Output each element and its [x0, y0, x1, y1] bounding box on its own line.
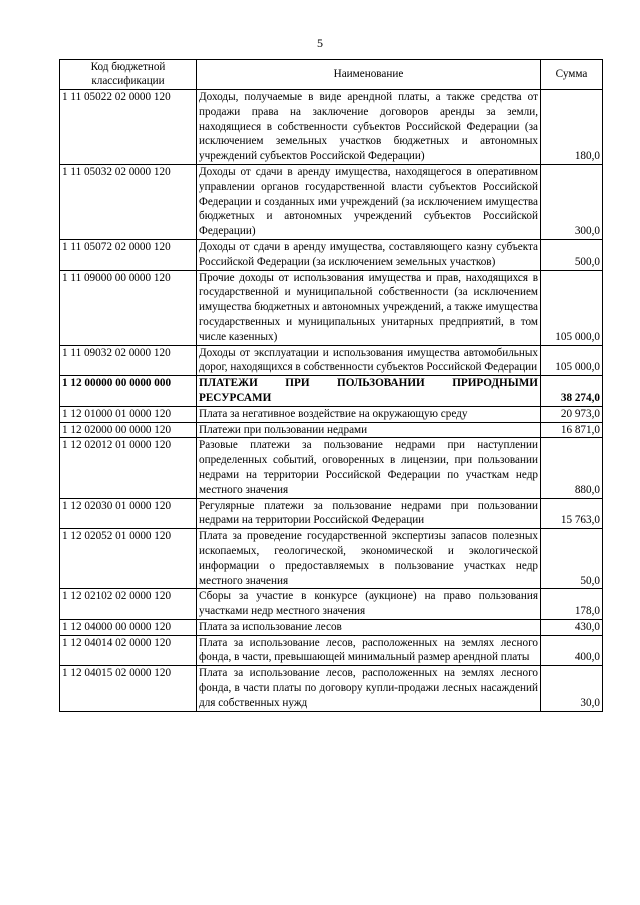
table-row [60, 164, 603, 239]
row-sum: 180,0 [541, 90, 603, 165]
table-row [60, 438, 603, 498]
row-sum: 15 763,0 [541, 498, 603, 529]
table-header-row [60, 60, 603, 90]
row-code: 1 11 05022 02 0000 120 [60, 90, 197, 165]
row-sum: 105 000,0 [541, 270, 603, 345]
header-code: Код бюджетной классификации [60, 60, 197, 90]
row-sum: 30,0 [541, 666, 603, 711]
row-name: Плата за использование лесов, расположенных на землях лесного фонда, в части платы по договору купли-продажи лесных насаждений для собственных нужд [197, 666, 541, 711]
row-name: Доходы, получаемые в виде арендной платы, а также средства от продажи права на заключение договоров аренды за земли, находящиеся в собственности субъектов Российской Федерации (за исключением земельных участков бюджетных и автономных учреждений субъектов Российской Федерации) [197, 90, 541, 165]
row-name: Доходы от эксплуатации и использования имущества автомобильных дорог, находящихся в собственности субъектов Российской Федерации [197, 345, 541, 376]
row-name: Плата за использование лесов, расположенных на землях лесного фонда, в части, превышающей минимальный размер арендной платы [197, 635, 541, 666]
table-body [60, 90, 603, 712]
row-sum: 105 000,0 [541, 345, 603, 376]
page-number: 5 [317, 36, 323, 50]
row-name: Доходы от сдачи в аренду имущества, находящегося в оперативном управлении органов государственной власти субъектов Российской Федерации и созданных ими учреждений (за исключением имущества бюджетных и автономных учреждений субъектов Российской Федерации) [197, 164, 541, 239]
table-row [60, 270, 603, 345]
row-sum: 178,0 [541, 589, 603, 620]
row-name: ПЛАТЕЖИ ПРИ ПОЛЬЗОВАНИИ ПРИРОДНЫМИ РЕСУРСАМИ [197, 376, 541, 407]
row-name: Регулярные платежи за пользование недрами при пользовании недрами на территории Российской Федерации [197, 498, 541, 529]
table-row [60, 406, 603, 422]
row-code: 1 12 04000 00 0000 120 [60, 619, 197, 635]
row-code: 1 11 05072 02 0000 120 [60, 239, 197, 270]
row-code: 1 12 02030 01 0000 120 [60, 498, 197, 529]
header-name: Наименование [197, 60, 541, 90]
row-name: Разовые платежи за пользование недрами при наступлении определенных событий, оговоренных в лицензии, при пользовании недрами на территории Российской Федерации по участкам недр местного значения [197, 438, 541, 498]
row-code: 1 12 02012 01 0000 120 [60, 438, 197, 498]
row-sum: 880,0 [541, 438, 603, 498]
row-sum: 400,0 [541, 635, 603, 666]
row-sum: 38 274,0 [541, 376, 603, 407]
row-code: 1 11 09032 02 0000 120 [60, 345, 197, 376]
table-row [60, 619, 603, 635]
row-code: 1 12 02102 02 0000 120 [60, 589, 197, 620]
table-row [60, 666, 603, 711]
table-row [60, 529, 603, 589]
row-sum: 430,0 [541, 619, 603, 635]
row-name: Прочие доходы от использования имущества и прав, находящихся в государственной и муниципальной собственности (за исключением имущества бюджетных и автономных учреждений, а также имущества государственных и муниципальных унитарных предприятий, в том числе казенных) [197, 270, 541, 345]
row-code: 1 12 02052 01 0000 120 [60, 529, 197, 589]
row-sum: 20 973,0 [541, 406, 603, 422]
row-code: 1 12 04015 02 0000 120 [60, 666, 197, 711]
table-row [60, 498, 603, 529]
row-code: 1 12 01000 01 0000 120 [60, 406, 197, 422]
row-code: 1 11 09000 00 0000 120 [60, 270, 197, 345]
table-row [60, 345, 603, 376]
row-code: 1 12 00000 00 0000 000 [60, 376, 197, 407]
table-row [60, 239, 603, 270]
table-row [60, 422, 603, 438]
row-name: Плата за проведение государственной экспертизы запасов полезных ископаемых, геологической, экономической и экологической информации о предоставляемых в пользование участках недр местного значения [197, 529, 541, 589]
row-code: 1 12 04014 02 0000 120 [60, 635, 197, 666]
row-sum: 500,0 [541, 239, 603, 270]
row-name: Доходы от сдачи в аренду имущества, составляющего казну субъекта Российской Федерации (за исключением земельных участков) [197, 239, 541, 270]
header-sum: Сумма [541, 60, 603, 90]
budget-table [59, 59, 603, 712]
row-sum: 16 871,0 [541, 422, 603, 438]
row-sum: 50,0 [541, 529, 603, 589]
row-code: 1 12 02000 00 0000 120 [60, 422, 197, 438]
row-name: Платежи при пользовании недрами [197, 422, 541, 438]
row-code: 1 11 05032 02 0000 120 [60, 164, 197, 239]
row-name: Плата за использование лесов [197, 619, 541, 635]
table-row [60, 90, 603, 165]
row-name: Плата за негативное воздействие на окружающую среду [197, 406, 541, 422]
row-name: Сборы за участие в конкурсе (аукционе) на право пользования участками недр местного значения [197, 589, 541, 620]
table-row [60, 589, 603, 620]
table-row [60, 376, 603, 407]
table-row [60, 635, 603, 666]
row-sum: 300,0 [541, 164, 603, 239]
